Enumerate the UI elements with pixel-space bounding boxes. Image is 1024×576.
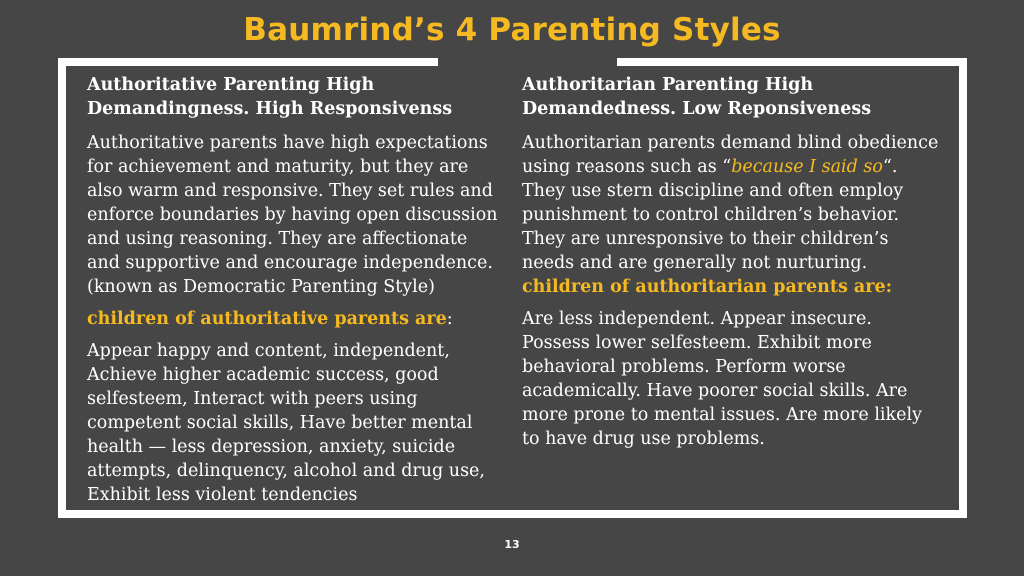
authoritative-children-label-suffix: : xyxy=(446,309,453,329)
slide-title: Baumrind’s 4 Parenting Styles xyxy=(243,12,781,48)
frame-border-left xyxy=(58,58,66,516)
authoritative-outcomes: Appear happy and content, independent, Achieve higher academic success, good selfesteem, Interact with peers using competent social skills, Have better mental health — less depression, anxiety, suicide attempts, delinquency, alcohol and drug use, Exhibit less violent tendencies xyxy=(87,341,485,505)
authoritative-children-label-line xyxy=(87,307,505,331)
authoritarian-description-before: Authoritarian parents demand blind obedience using reasons such as “ xyxy=(522,133,939,177)
authoritative-heading: Authoritative Parenting High Demandingness. High Responsivenss xyxy=(87,75,453,119)
page-number: 13 xyxy=(504,538,520,551)
authoritative-children-label: children of authoritative parents are xyxy=(87,309,447,329)
authoritarian-description xyxy=(522,131,942,227)
frame-border-top-left xyxy=(58,58,438,66)
frame-border-right xyxy=(959,58,967,518)
authoritarian-description-after: “. They use stern discipline and often employ punishment to control children’s behavior. xyxy=(522,157,904,225)
frame-border-top-right xyxy=(617,58,967,66)
authoritarian-children-label: children of authoritarian parents are: xyxy=(522,277,893,297)
authoritarian-description-quote: because I said so xyxy=(731,157,883,177)
authoritative-description: Authoritative parents have high expectations for achievement and maturity, but they are also warm and responsive. They set rules and enforce boundaries by having open discussion and using reasoning. They are affectionate and supportive and encourage independence. (known as Democratic Parenting Style) xyxy=(87,133,498,297)
authoritarian-description-2: They are unresponsive to their children’s needs and are generally not nurturing. xyxy=(522,229,889,273)
authoritarian-column xyxy=(522,73,942,459)
authoritarian-outcomes: Are less independent. Appear insecure. Possess lower selfesteem. Exhibit more behavioral problems. Perform worse academically. Have poorer social skills. Are more prone to mental issues. Are more likely to have drug use problems. xyxy=(522,309,922,449)
authoritative-column xyxy=(87,73,505,515)
authoritarian-heading: Authoritarian Parenting High Demandedness. Low Reponsiveness xyxy=(522,75,872,119)
